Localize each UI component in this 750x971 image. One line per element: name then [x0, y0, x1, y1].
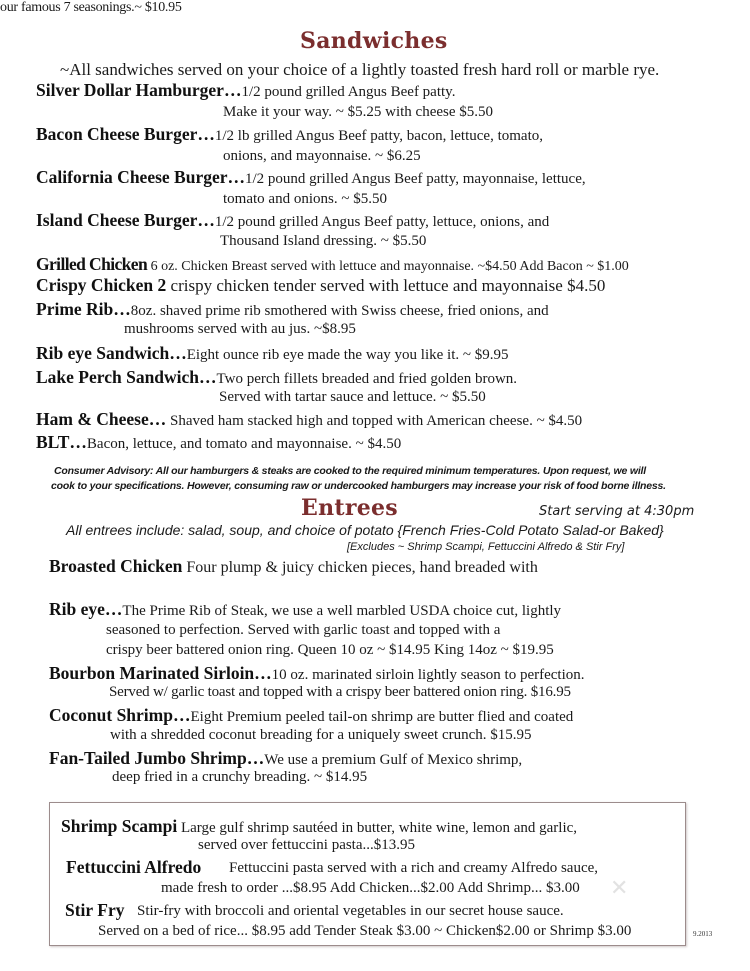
menu-item-broasted-chicken	[49, 556, 538, 577]
menu-item-ham-and-cheese	[36, 409, 582, 430]
item-name: Rib eye Sandwich…	[36, 343, 187, 363]
item-name: Bacon Cheese Burger…	[36, 124, 215, 144]
item-desc-cont: deep fried in a crunchy breading. ~ $14.95	[112, 769, 368, 785]
item-name: Stir Fry	[65, 900, 125, 920]
item-name: Grilled Chicken	[36, 254, 148, 274]
item-name: California Cheese Burger…	[36, 167, 245, 187]
menu-item-california-cheese-burger	[36, 167, 586, 188]
item-desc-cont: Served w/ garlic toast and topped with a crispy beer battered onion ring. $16.95	[109, 684, 571, 700]
item-name: Silver Dollar Hamburger…	[36, 80, 242, 100]
item-desc-cont: seasoned to perfection. Served with garlic toast and topped with a	[106, 622, 501, 638]
item-desc: Eight Premium peeled tail-on shrimp are butter flied and coated	[190, 709, 574, 725]
serving-time: Start serving at 4:30pm	[539, 504, 695, 519]
menu-item-bacon-cheese-burger	[36, 124, 543, 145]
item-name: Shrimp Scampi	[61, 816, 178, 836]
item-desc-cont: mushrooms served with au jus. ~$8.95	[124, 321, 356, 337]
menu-item-island-cheese-burger	[36, 210, 549, 231]
item-name: Crispy Chicken 2	[36, 275, 167, 295]
item-name: Ham & Cheese…	[36, 409, 167, 429]
menu-item-lake-perch-sandwich	[36, 367, 517, 388]
item-desc: 6 oz. Chicken Breast served with lettuce and mayonnaise. ~$4.50 Add Bacon ~ $1.00	[147, 259, 629, 274]
item-desc: 8oz. shaved prime rib smothered with Swiss cheese, fried onions, and	[130, 303, 549, 319]
item-name: Rib eye…	[49, 599, 123, 619]
item-desc-cont: served over fettuccini pasta...$13.95	[198, 837, 416, 853]
menu-item-rib-eye	[49, 599, 561, 620]
item-desc-cont: onions, and mayonnaise. ~ $6.25	[223, 148, 421, 164]
menu-item-bourbon-marinated-sirloin	[49, 663, 585, 684]
menu-item-silver-dollar-hamburger	[36, 80, 455, 101]
item-desc-cont: made fresh to order ...$8.95 Add Chicken...$2.00 Add Shrimp... $3.00	[161, 880, 580, 896]
item-desc: Shaved ham stacked high and topped with American cheese. ~ $4.50	[166, 413, 583, 429]
item-desc-cont: our famous 7 seasonings.~ $10.95	[0, 0, 182, 15]
item-desc: 1/2 pound grilled Angus Beef patty.	[241, 84, 456, 100]
menu-item-shrimp-scampi	[61, 816, 577, 837]
item-name: Island Cheese Burger…	[36, 210, 215, 230]
watermark-x-icon: ✕	[610, 876, 629, 901]
sandwiches-intro: ~All sandwiches served on your choice of a lightly toasted fresh hard roll or marble rye.	[60, 60, 660, 79]
item-desc-cont-2: crispy beer battered onion ring. Queen 10 oz ~ $14.95 King 14oz ~ $19.95	[106, 642, 554, 658]
item-name: Fan-Tailed Jumbo Shrimp…	[49, 748, 265, 768]
menu-item-stir-fry	[65, 900, 124, 921]
date-stamp: 9.2013	[693, 930, 713, 938]
item-name: Lake Perch Sandwich…	[36, 367, 217, 387]
consumer-advisory-line-1: Consumer Advisory: All our hamburgers & steaks are cooked to the required minimum temperatures. Upon request, we will	[54, 465, 646, 477]
item-desc: Fettuccini pasta served with a rich and creamy Alfredo sauce,	[229, 860, 599, 876]
entrees-heading: Entrees	[301, 495, 398, 521]
menu-item-rib-eye-sandwich	[36, 343, 509, 364]
item-name: Prime Rib…	[36, 299, 131, 319]
item-name: Fettuccini Alfredo	[66, 857, 202, 877]
sandwiches-heading: Sandwiches	[300, 28, 448, 54]
item-desc-cont: with a shredded coconut breading for a uniquely sweet crunch. $15.95	[110, 727, 532, 743]
item-desc-cont: Served with tartar sauce and lettuce. ~ $5.50	[219, 389, 486, 405]
item-desc: Two perch fillets breaded and fried golden brown.	[216, 371, 518, 387]
item-desc: 1/2 pound grilled Angus Beef patty, mayonnaise, lettuce,	[245, 171, 586, 187]
item-desc: 1/2 pound grilled Angus Beef patty, lettuce, onions, and	[214, 214, 550, 230]
item-desc-cont: tomato and onions. ~ $5.50	[223, 191, 387, 207]
item-name: Broasted Chicken	[49, 556, 183, 576]
item-desc-cont: Served on a bed of rice... $8.95 add Tender Steak $3.00 ~ Chicken$2.00 or Shrimp $3.00	[98, 923, 632, 939]
menu-item-crispy-chicken	[36, 275, 605, 296]
menu-item-blt	[36, 432, 401, 453]
item-desc: 1/2 lb grilled Angus Beef patty, bacon, lettuce, tomato,	[214, 128, 543, 144]
item-name: BLT…	[36, 432, 87, 452]
item-name: Coconut Shrimp…	[49, 705, 191, 725]
item-desc: 10 oz. marinated sirloin lightly season to perfection.	[271, 667, 585, 683]
menu-item-fettuccini-alfredo	[66, 857, 201, 878]
item-desc: Bacon, lettuce, and tomato and mayonnaise. ~ $4.50	[86, 436, 402, 452]
menu-item-prime-rib	[36, 299, 549, 320]
item-desc: Large gulf shrimp sautéed in butter, white wine, lemon and garlic,	[177, 820, 578, 836]
entrees-excludes-note: [Excludes ~ Shrimp Scampi, Fettuccini Alfredo & Stir Fry]	[347, 541, 625, 553]
item-desc-cont: Thousand Island dressing. ~ $5.50	[220, 233, 427, 249]
menu-item-grilled-chicken	[36, 254, 629, 275]
item-desc: Eight ounce rib eye made the way you like it. ~ $9.95	[186, 347, 509, 363]
item-desc: We use a premium Gulf of Mexico shrimp,	[264, 752, 523, 768]
consumer-advisory-line-2: cook to your specifications. However, consuming raw or undercooked hamburgers may increase your risk of food borne illness.	[51, 480, 666, 492]
item-desc: The Prime Rib of Steak, we use a well marbled USDA choice cut, lightly	[122, 603, 562, 619]
item-desc: Four plump & juicy chicken pieces, hand breaded with	[182, 559, 538, 576]
entrees-includes-note: All entrees include: salad, soup, and choice of potato {French Fries-Cold Potato Salad-or Baked}	[66, 522, 664, 538]
menu-item-coconut-shrimp	[49, 705, 573, 726]
item-desc: crispy chicken tender served with lettuce and mayonnaise $4.50	[166, 276, 606, 295]
item-desc: Stir-fry with broccoli and oriental vegetables in our secret house sauce.	[137, 903, 564, 919]
item-desc-cont: Make it your way. ~ $5.25 with cheese $5.50	[223, 104, 493, 120]
menu-item-fan-tailed-jumbo-shrimp	[49, 748, 522, 769]
item-name: Bourbon Marinated Sirloin…	[49, 663, 272, 683]
